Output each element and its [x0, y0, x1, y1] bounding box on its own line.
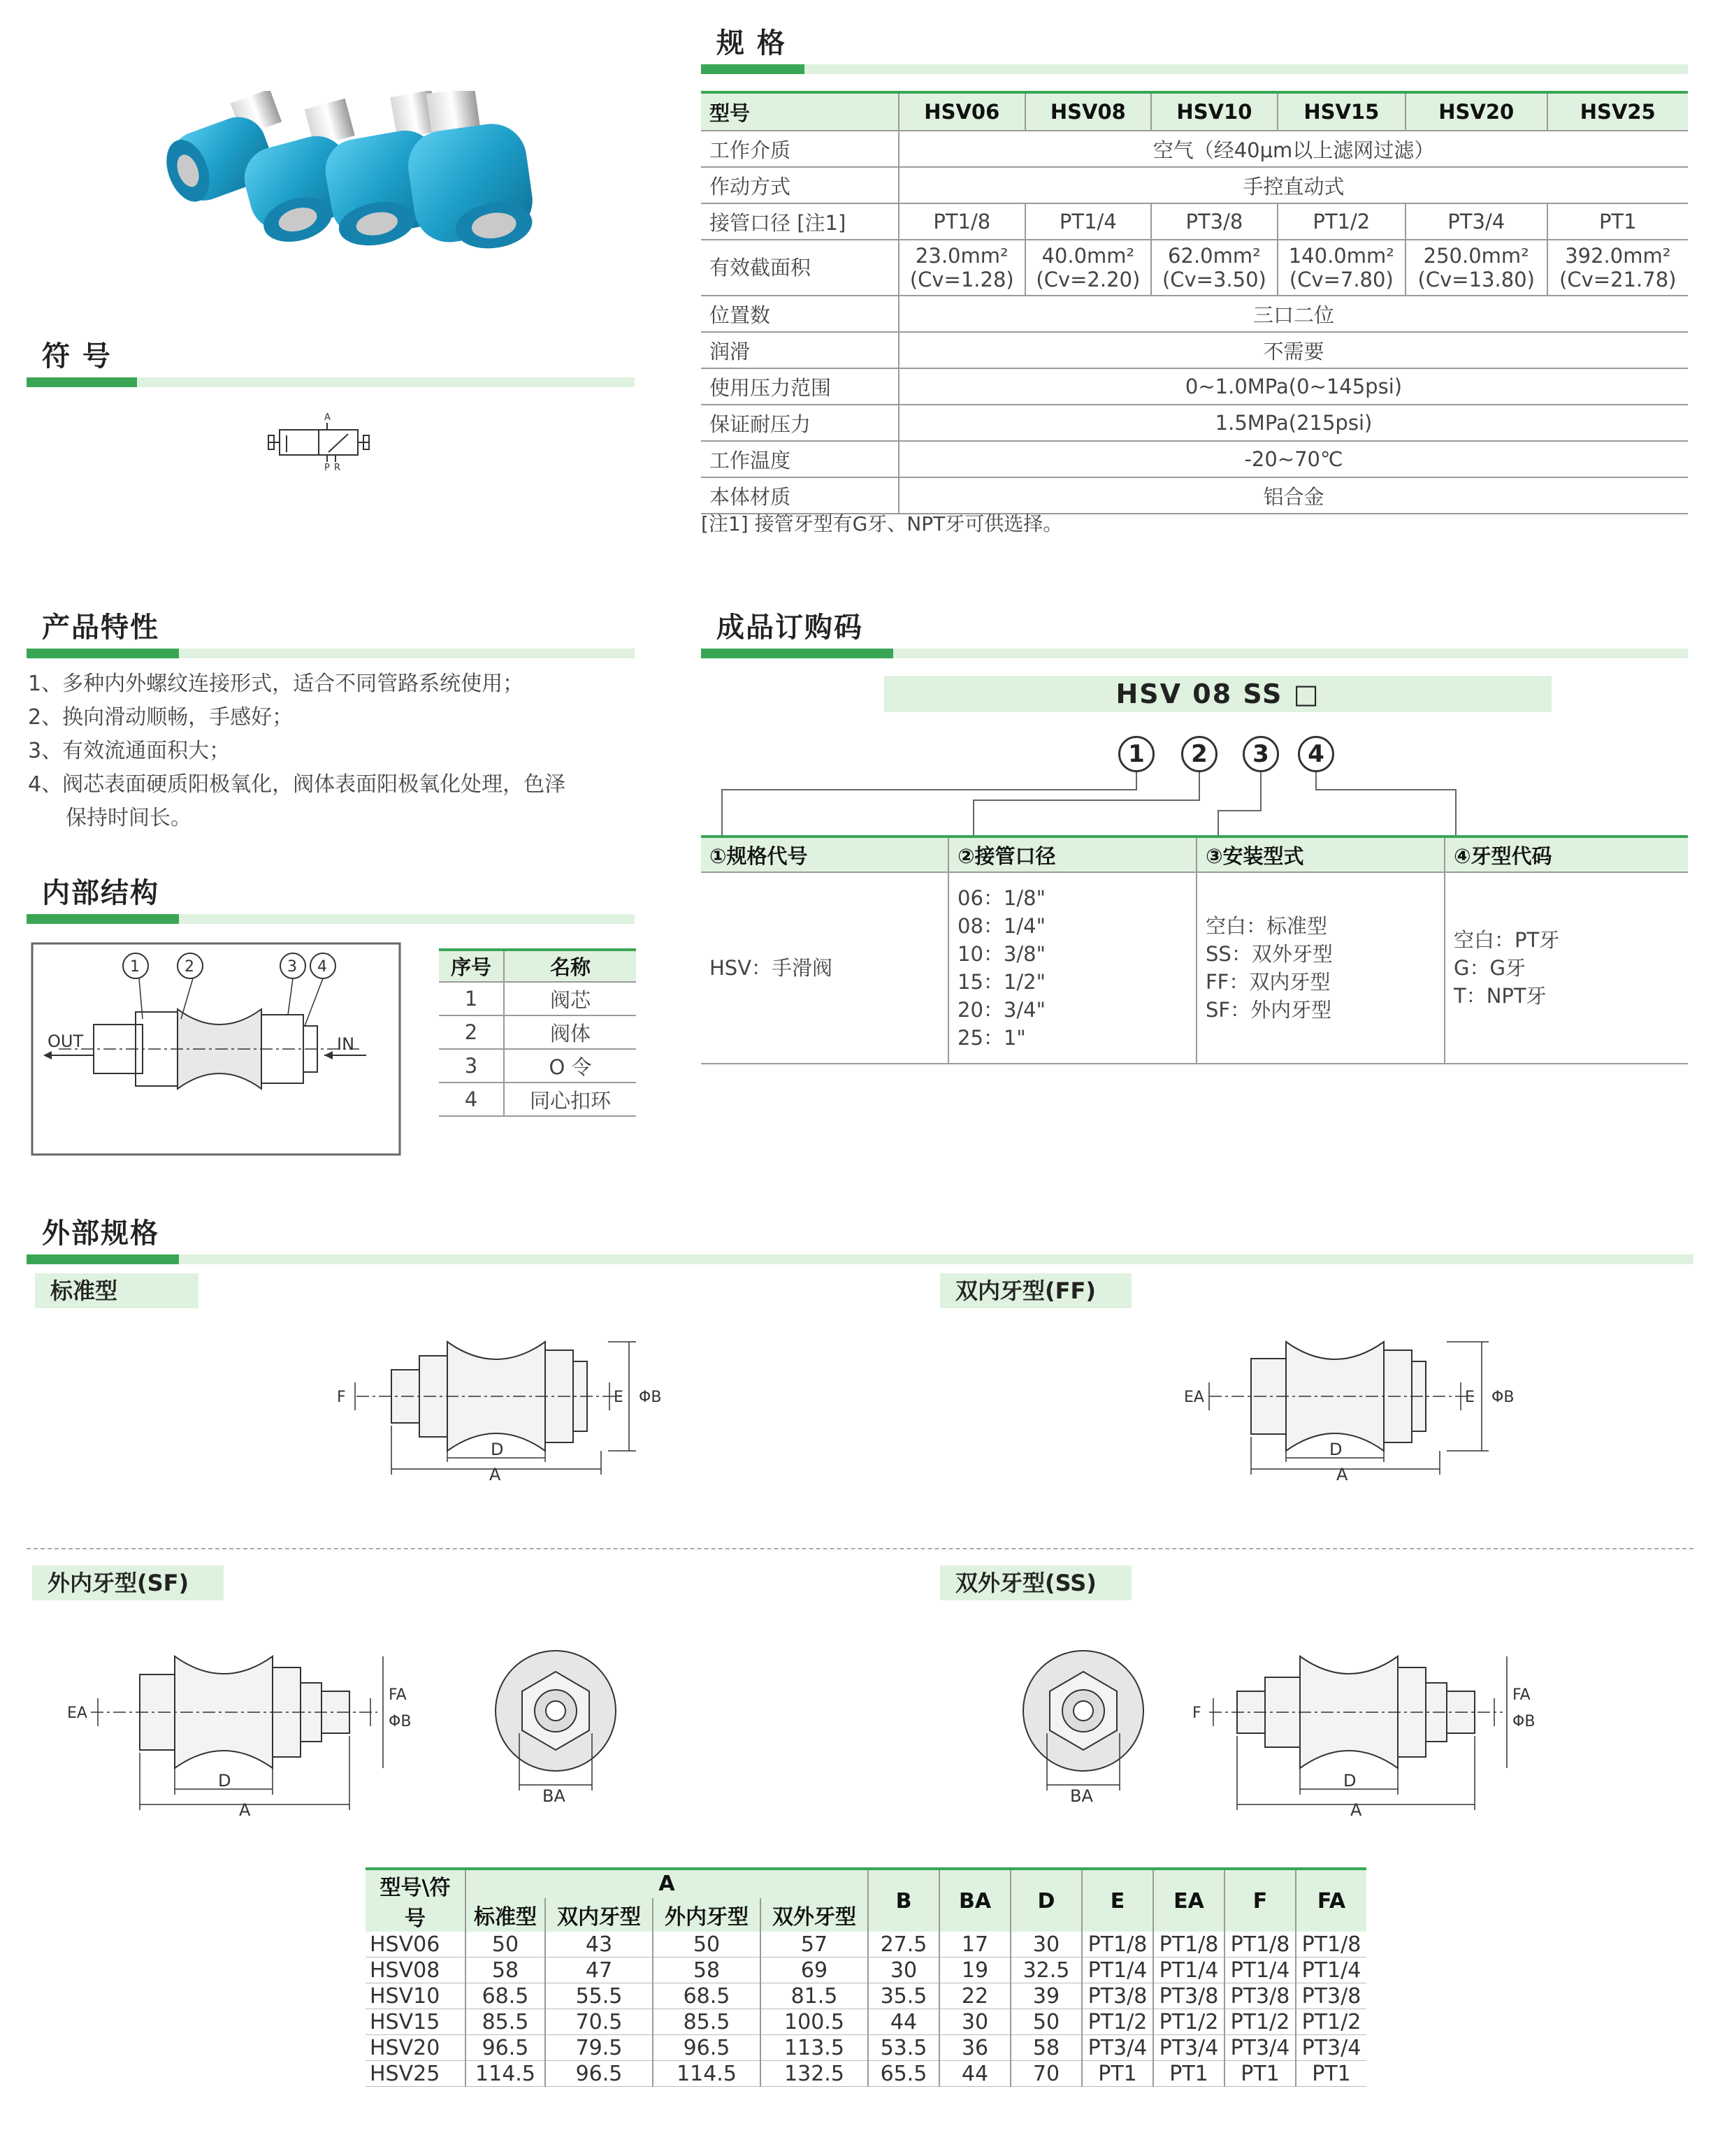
spec-row-value: 0~1.0MPa(0~145psi): [899, 368, 1688, 405]
spec-row: [701, 131, 1688, 167]
spec-port: PT1/2: [1278, 203, 1406, 240]
dim-cell: 114.5: [465, 2061, 545, 2087]
dim-cell: PT1/4: [1082, 1958, 1153, 1983]
dim-cell: PT1/8: [1224, 1932, 1296, 1958]
dim-cell: 30: [1011, 1932, 1082, 1958]
spec-area: [1406, 240, 1547, 296]
dim-ea: EA: [1184, 1389, 1204, 1406]
spec-row-value: 空气（经40μm以上滤网过滤）: [899, 131, 1688, 167]
dim-a: A: [489, 1465, 501, 1482]
dim-cell: 68.5: [653, 1983, 760, 2009]
dim-ba: BA: [542, 1786, 565, 1803]
dim-cell: 81.5: [760, 1983, 868, 2009]
parts-row: [439, 1049, 636, 1083]
cv-value: (Cv=21.78): [1559, 268, 1677, 291]
spec-model: HSV08: [1025, 92, 1152, 131]
symbol-label-r: R: [334, 463, 341, 472]
order-option: 20：3/4": [958, 998, 1046, 1022]
symbol-label-p: P: [324, 463, 330, 472]
spec-area: [1547, 240, 1688, 296]
parts-header-row: [439, 950, 636, 982]
dim-cell: PT3/4: [1296, 2035, 1366, 2061]
dim-cell: 44: [868, 2009, 939, 2035]
spec-note: [注1] 接管牙型有G牙、NPT牙可供选择。: [701, 512, 1063, 535]
dim-subheader: 双内牙型: [545, 1898, 653, 1932]
spec-port: PT1/8: [899, 203, 1025, 240]
dim-cell: 58: [1011, 2035, 1082, 2061]
dim-a: A: [239, 1800, 251, 1817]
cv-value: (Cv=13.80): [1417, 268, 1535, 291]
order-circle-1: 1: [1118, 736, 1155, 772]
spec-row-label: 位置数: [701, 296, 899, 332]
feature-item: 保持时间长。: [66, 806, 192, 830]
dim-cell: 70: [1011, 2061, 1082, 2087]
dim-cell: PT1: [1224, 2061, 1296, 2087]
order-option: SF：外内牙型: [1206, 998, 1332, 1022]
order-option: 10：3/8": [958, 942, 1046, 966]
parts-row: [439, 1015, 636, 1049]
spec-row-label: 工作介质: [701, 131, 899, 167]
order-option: 15：1/2": [958, 970, 1046, 994]
part-no: 2: [439, 1015, 504, 1049]
order-option: 空白：PT牙: [1454, 928, 1560, 952]
dim-d: D: [1329, 1440, 1343, 1459]
spec-area: [899, 240, 1025, 296]
dim-header: D: [1011, 1869, 1082, 1932]
dim-row: [366, 2061, 1366, 2087]
features-title-bar: [27, 649, 635, 658]
spec-model: HSV25: [1547, 92, 1688, 131]
dim-a: A: [1336, 1465, 1348, 1482]
order-row: [701, 872, 1688, 1064]
callout-3: 3: [287, 958, 297, 976]
order-title-bar: [701, 649, 1688, 658]
part-name: 同心扣环: [504, 1083, 636, 1116]
order-table: [701, 835, 1688, 1064]
order-header: ②接管口径: [948, 837, 1197, 872]
order-cell-port: [948, 872, 1197, 1064]
dim-cell: 65.5: [868, 2061, 939, 2087]
dim-cell: PT1/2: [1296, 2009, 1366, 2035]
parts-header: 序号: [439, 950, 504, 982]
dimension-table: [366, 1867, 1366, 2087]
callout-4: 4: [317, 958, 327, 976]
dim-cell: 69: [760, 1958, 868, 1983]
dim-cell: 58: [653, 1958, 760, 1983]
features-title: 产品特性: [42, 612, 159, 644]
callout-2: 2: [185, 958, 194, 976]
spec-model: HSV10: [1151, 92, 1278, 131]
order-header: ③安装型式: [1197, 837, 1445, 872]
spec-port-row: [701, 203, 1688, 240]
dim-cell: HSV15: [366, 2009, 465, 2035]
spec-area-row: [701, 240, 1688, 296]
order-cell-spec: HSV：手滑阀: [701, 872, 948, 1064]
dim-phib: ΦB: [639, 1389, 662, 1406]
dim-cell: 32.5: [1011, 1958, 1082, 1983]
dim-cell: 58: [465, 1958, 545, 1983]
spec-title: 规 格: [716, 27, 786, 59]
internal-title-bar: [27, 914, 635, 924]
divider: [27, 1548, 1693, 1549]
order-option: G：G牙: [1454, 956, 1526, 980]
spec-row-label: 使用压力范围: [701, 368, 899, 405]
order-option: SS：双外牙型: [1206, 942, 1333, 966]
feature-item: 4、阀芯表面硬质阳极氧化，阀体表面阳极氧化处理，色泽: [28, 772, 566, 797]
dim-header-model: 型号\符号: [366, 1869, 465, 1932]
dim-cell: 113.5: [760, 2035, 868, 2061]
order-cell-thread: [1445, 872, 1688, 1064]
parts-row: [439, 1083, 636, 1116]
dim-row: [366, 2009, 1366, 2035]
cv-value: (Cv=2.20): [1036, 268, 1141, 291]
ss-drawing: [1181, 1621, 1573, 1817]
feature-item: 1、多种内外螺纹连接形式，适合不同管路系统使用；: [28, 672, 524, 696]
order-circle-3: 3: [1243, 736, 1279, 772]
area-value: 23.0mm²: [915, 244, 1009, 268]
order-option: 06：1/8": [958, 886, 1046, 910]
spec-row-label: 接管口径 [注1]: [701, 203, 899, 240]
external-title-bar: [27, 1254, 1693, 1264]
spec-row-value: 铝合金: [899, 477, 1688, 514]
dim-cell: PT3/4: [1153, 2035, 1224, 2061]
ff-type-label: 双内牙型(FF): [940, 1273, 1132, 1308]
dim-cell: PT3/8: [1296, 1983, 1366, 2009]
dim-header: E: [1082, 1869, 1153, 1932]
dim-cell: 55.5: [545, 1983, 653, 2009]
symbol-title: 符 号: [42, 340, 112, 372]
dim-header: B: [868, 1869, 939, 1932]
dim-cell: PT1/4: [1296, 1958, 1366, 1983]
dim-phib: ΦB: [389, 1713, 412, 1730]
dim-cell: PT3/4: [1224, 2035, 1296, 2061]
symbol-label-a: A: [324, 412, 331, 423]
area-value: 62.0mm²: [1168, 244, 1261, 268]
order-option: 25：1": [958, 1026, 1026, 1050]
part-no: 4: [439, 1083, 504, 1116]
spec-row-label: 有效截面积: [701, 240, 899, 296]
internal-title: 内部结构: [42, 877, 159, 909]
cv-value: (Cv=7.80): [1289, 268, 1394, 291]
external-title: 外部规格: [42, 1217, 159, 1250]
spec-row: [701, 167, 1688, 203]
dim-cell: 132.5: [760, 2061, 868, 2087]
spec-port: PT1: [1547, 203, 1688, 240]
dim-f: F: [337, 1389, 346, 1406]
dim-cell: 53.5: [868, 2035, 939, 2061]
order-circle-2: 2: [1181, 736, 1218, 772]
sf-end-view: [489, 1635, 629, 1803]
order-header: ④牙型代码: [1445, 837, 1688, 872]
dim-phib: ΦB: [1491, 1389, 1515, 1406]
spec-header-label: 型号: [701, 92, 899, 131]
dim-cell: PT1: [1296, 2061, 1366, 2087]
dim-cell: HSV10: [366, 1983, 465, 2009]
dim-fa: FA: [1512, 1686, 1531, 1704]
dim-cell: 57: [760, 1932, 868, 1958]
order-option: T：NPT牙: [1454, 984, 1547, 1008]
spec-port: PT1/4: [1025, 203, 1152, 240]
spec-header-row: [701, 92, 1688, 131]
dim-cell: 79.5: [545, 2035, 653, 2061]
dim-subheader: 外内牙型: [653, 1898, 760, 1932]
ff-drawing: [1181, 1307, 1545, 1482]
spec-area: [1151, 240, 1278, 296]
spec-row: [701, 441, 1688, 477]
dim-cell: HSV20: [366, 2035, 465, 2061]
part-no: 1: [439, 982, 504, 1015]
spec-row-value: 手控直动式: [899, 167, 1688, 203]
dim-cell: 85.5: [465, 2009, 545, 2035]
spec-row: [701, 296, 1688, 332]
spec-model: HSV06: [899, 92, 1025, 131]
dim-cell: PT1/8: [1153, 1932, 1224, 1958]
dim-cell: PT3/8: [1224, 1983, 1296, 2009]
feature-item: 3、有效流通面积大；: [28, 739, 231, 763]
dim-subheader: 标准型: [465, 1898, 545, 1932]
dim-row: [366, 1983, 1366, 2009]
spec-row-value: 不需要: [899, 332, 1688, 368]
dim-phib: ΦB: [1512, 1713, 1536, 1730]
spec-table: [701, 91, 1688, 514]
dim-cell: HSV06: [366, 1932, 465, 1958]
dim-cell: 70.5: [545, 2009, 653, 2035]
dim-cell: HSV25: [366, 2061, 465, 2087]
dim-cell: 68.5: [465, 1983, 545, 2009]
dim-cell: 47: [545, 1958, 653, 1983]
spec-row: [701, 368, 1688, 405]
dim-cell: 39: [1011, 1983, 1082, 2009]
spec-row-label: 工作温度: [701, 441, 899, 477]
symbol-title-bar: [27, 377, 635, 387]
spec-row: [701, 332, 1688, 368]
dim-cell: PT1/2: [1153, 2009, 1224, 2035]
dim-cell: PT1/4: [1153, 1958, 1224, 1983]
dim-subheader: 双外牙型: [760, 1898, 868, 1932]
callout-1: 1: [130, 958, 140, 976]
dim-e: E: [1465, 1389, 1475, 1406]
dim-a: A: [1350, 1800, 1362, 1817]
dim-cell: 30: [868, 1958, 939, 1983]
dim-header: EA: [1153, 1869, 1224, 1932]
dim-d: D: [491, 1440, 504, 1459]
dim-cell: HSV08: [366, 1958, 465, 1983]
ss-type-label: 双外牙型(SS): [940, 1565, 1132, 1600]
dim-cell: 50: [465, 1932, 545, 1958]
spec-row: [701, 405, 1688, 441]
part-name: O 令: [504, 1049, 636, 1083]
order-leader-lines: [701, 769, 1688, 839]
spec-row-label: 本体材质: [701, 477, 899, 514]
parts-table: [439, 948, 636, 1117]
dim-cell: 100.5: [760, 2009, 868, 2035]
dim-header-row: [366, 1869, 1366, 1898]
order-title: 成品订购码: [716, 612, 863, 644]
dim-header: FA: [1296, 1869, 1366, 1932]
dim-cell: PT1/8: [1082, 1932, 1153, 1958]
internal-diagram: [31, 942, 401, 1156]
order-cell-mount: [1197, 872, 1445, 1064]
order-option: 08：1/4": [958, 914, 1046, 938]
ss-end-view: [1017, 1635, 1157, 1803]
valve-symbol: [266, 409, 377, 472]
spec-row-label: 润滑: [701, 332, 899, 368]
dim-row: [366, 1932, 1366, 1958]
dim-header: BA: [939, 1869, 1011, 1932]
part-no: 3: [439, 1049, 504, 1083]
part-name: 阀芯: [504, 982, 636, 1015]
dim-cell: 96.5: [653, 2035, 760, 2061]
spec-row-value: 1.5MPa(215psi): [899, 405, 1688, 441]
out-label: OUT: [48, 1032, 84, 1051]
dim-cell: PT1/2: [1224, 2009, 1296, 2035]
dim-cell: 96.5: [545, 2061, 653, 2087]
spec-title-bar: [701, 64, 1688, 74]
dim-cell: PT3/8: [1082, 1983, 1153, 2009]
spec-row-label: 保证耐压力: [701, 405, 899, 441]
order-header: ①规格代号: [701, 837, 948, 872]
dim-ea: EA: [67, 1705, 87, 1722]
dim-row: [366, 1958, 1366, 1983]
dim-cell: 27.5: [868, 1932, 939, 1958]
dim-cell: 44: [939, 2061, 1011, 2087]
dim-f: F: [1192, 1705, 1201, 1722]
sf-drawing: [63, 1621, 496, 1817]
dim-cell: PT1: [1082, 2061, 1153, 2087]
area-value: 250.0mm²: [1423, 244, 1529, 268]
spec-row-value: 三口二位: [899, 296, 1688, 332]
spec-model: HSV20: [1406, 92, 1547, 131]
dim-cell: 85.5: [653, 2009, 760, 2035]
spec-port: PT3/8: [1151, 203, 1278, 240]
dim-cell: 22: [939, 1983, 1011, 2009]
order-code: HSV 08 SS □: [1115, 679, 1320, 709]
std-type-label: 标准型: [35, 1273, 198, 1308]
product-photo: [133, 91, 566, 301]
area-value: 40.0mm²: [1041, 244, 1135, 268]
spec-row-value: -20~70℃: [899, 441, 1688, 477]
sf-type-label: 外内牙型(SF): [32, 1565, 224, 1600]
dim-header: F: [1224, 1869, 1296, 1932]
feature-item: 2、换向滑动顺畅，手感好；: [28, 705, 294, 730]
dim-ba: BA: [1070, 1786, 1093, 1803]
dim-d: D: [218, 1771, 231, 1790]
cv-value: (Cv=3.50): [1162, 268, 1266, 291]
order-option: FF：双内牙型: [1206, 970, 1331, 994]
dim-cell: PT1/2: [1082, 2009, 1153, 2035]
spec-port: PT3/4: [1406, 203, 1547, 240]
dim-cell: 30: [939, 2009, 1011, 2035]
dim-cell: 50: [1011, 2009, 1082, 2035]
dim-cell: 35.5: [868, 1983, 939, 2009]
spec-row-label: 作动方式: [701, 167, 899, 203]
dim-d: D: [1343, 1771, 1357, 1790]
order-header-row: [701, 837, 1688, 872]
order-circle-4: 4: [1298, 736, 1334, 772]
area-value: 140.0mm²: [1288, 244, 1394, 268]
dim-cell: PT3/8: [1153, 1983, 1224, 2009]
dim-cell: 50: [653, 1932, 760, 1958]
area-value: 392.0mm²: [1565, 244, 1671, 268]
spec-area: [1278, 240, 1406, 296]
dim-cell: PT1/8: [1296, 1932, 1366, 1958]
dim-e: E: [614, 1389, 623, 1406]
spec-model: HSV15: [1278, 92, 1406, 131]
dim-fa: FA: [389, 1686, 407, 1704]
dim-cell: PT3/4: [1082, 2035, 1153, 2061]
part-name: 阀体: [504, 1015, 636, 1049]
dim-header-a: A: [465, 1869, 868, 1898]
dim-row: [366, 2035, 1366, 2061]
parts-row: [439, 982, 636, 1015]
dim-cell: 36: [939, 2035, 1011, 2061]
dim-cell: 96.5: [465, 2035, 545, 2061]
parts-header: 名称: [504, 950, 636, 982]
std-drawing: [328, 1307, 692, 1482]
dim-cell: PT1: [1153, 2061, 1224, 2087]
dim-cell: PT1/4: [1224, 1958, 1296, 1983]
dim-cell: 17: [939, 1932, 1011, 1958]
dim-cell: 19: [939, 1958, 1011, 1983]
dim-cell: 114.5: [653, 2061, 760, 2087]
dim-cell: 43: [545, 1932, 653, 1958]
order-option: 空白：标准型: [1206, 914, 1328, 938]
spec-area: [1025, 240, 1152, 296]
features-list: [28, 667, 643, 835]
cv-value: (Cv=1.28): [909, 268, 1014, 291]
in-label: IN: [337, 1034, 355, 1054]
